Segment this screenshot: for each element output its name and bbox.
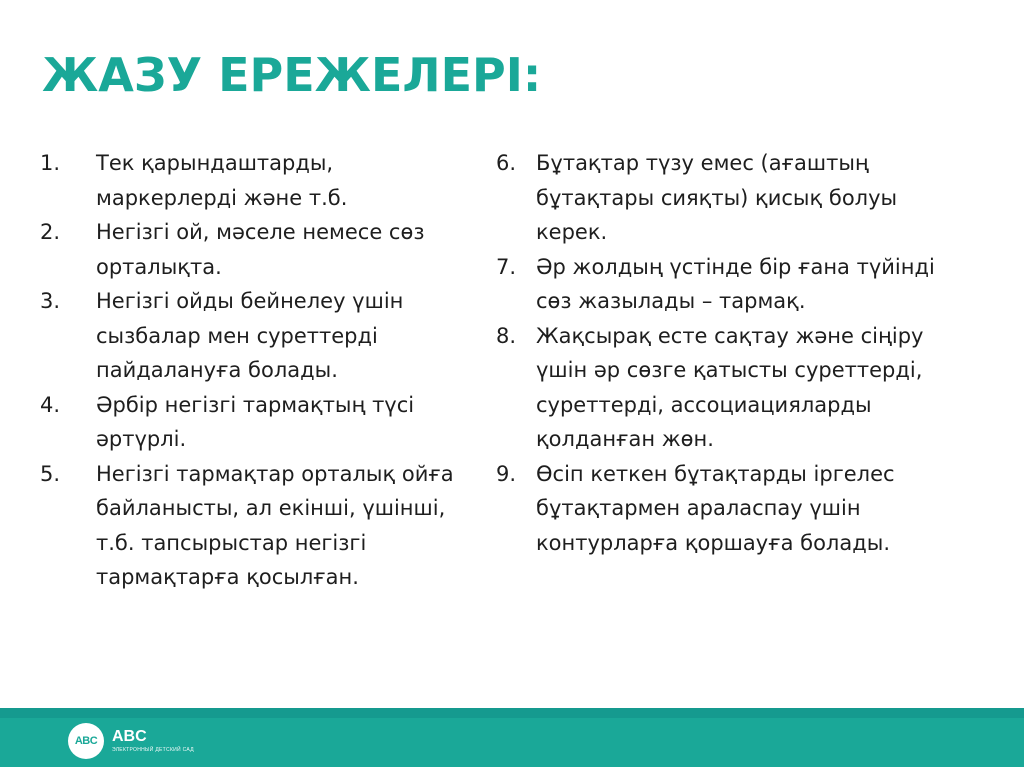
item-text: Әр жолдың үстінде бір ғана түйінді сөз жазылады – тармақ.	[536, 254, 935, 313]
list-item	[40, 284, 460, 388]
list-item	[496, 457, 936, 561]
item-number: 4.	[40, 392, 61, 417]
footer-divider	[0, 708, 1024, 718]
page-title: ЖАЗУ ЕРЕЖЕЛЕРІ:	[42, 48, 542, 102]
item-number: 7.	[496, 254, 517, 279]
logo-text	[112, 728, 194, 754]
item-text: Тек қарындаштарды, маркерлерді және т.б.	[96, 151, 348, 210]
item-text: Негізгі тармақтар орталық ойға байланысты, ал екінші, үшінші, т.б. тапсырыстар негізгі тармақтарға қосылған.	[96, 461, 454, 589]
item-text: Негізгі ойды бейнелеу үшін сызбалар мен суреттерді пайдалануға болады.	[96, 289, 404, 382]
rules-list-right	[496, 146, 936, 560]
list-item	[496, 146, 936, 250]
item-text: Негізгі ой, мәселе немесе сөз орталықта.	[96, 220, 425, 279]
item-number: 8.	[496, 323, 517, 348]
list-item	[496, 250, 936, 319]
rules-list-left	[40, 146, 460, 595]
logo	[68, 723, 194, 759]
list-item	[40, 388, 460, 457]
item-number: 2.	[40, 220, 61, 244]
item-text: Бұтақтар түзу емес (ағаштың бұтақтары сияқты) қисық болуы керек.	[536, 151, 898, 244]
list-item	[40, 457, 460, 595]
logo-name: ABC	[112, 728, 147, 745]
item-text: Жақсырақ есте сақтау және сіңіру үшін әр сөзге қатысты суреттерді, суреттерді, ассоциацияларды қолданған жөн.	[536, 323, 924, 451]
item-text: Өсіп кеткен бұтақтарды іргелес бұтақтармен араласпау үшін контурларға қоршауға болады.	[536, 461, 895, 555]
logo-subtitle: ЭЛЕКТРОННЫЙ ДЕТСКИЙ САД	[112, 747, 194, 753]
item-text: Әрбір негізгі тармақтың түсі әртүрлі.	[96, 392, 415, 451]
list-item	[40, 215, 460, 284]
abc-logo-icon: ABC	[68, 723, 104, 759]
item-number: 9.	[496, 461, 517, 486]
item-number: 3.	[40, 289, 61, 313]
item-number: 6.	[496, 151, 517, 175]
list-item	[40, 146, 460, 215]
list-item	[496, 319, 936, 457]
item-number: 1.	[40, 151, 61, 175]
item-number: 5.	[40, 461, 61, 486]
